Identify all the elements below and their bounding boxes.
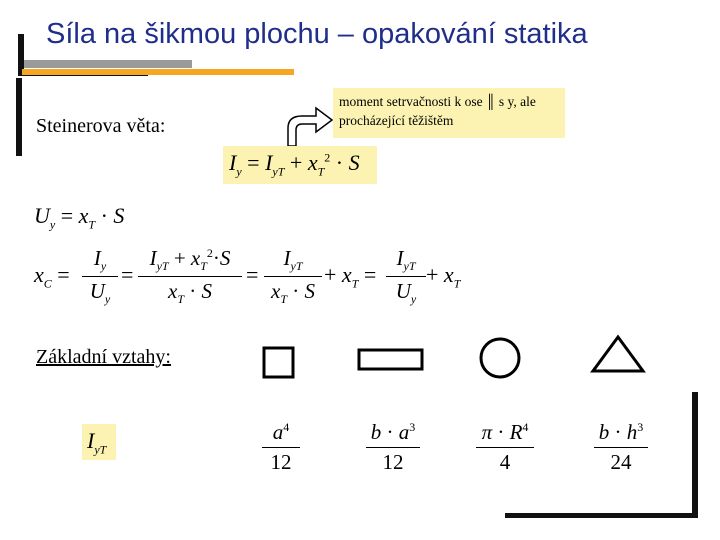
frame-bar-black-right <box>692 392 698 518</box>
frame-bar-black-left <box>16 78 22 156</box>
equals-sign: = <box>121 262 134 287</box>
frame-bar-orange <box>22 69 294 75</box>
frac-iyt-over-moment: $I_{yT}$ $x_T \cdot S$ <box>264 246 322 307</box>
rectangle-moment: $b \cdot a^3$ 12 <box>366 420 420 475</box>
basic-relations-label: Základní vztahy: <box>36 346 171 368</box>
plus-xt-end: + $x_T$ <box>426 262 461 291</box>
frac-iyt-over-uy: $I_{yT}$ $U_y$ <box>386 246 426 307</box>
circle-icon <box>478 336 522 380</box>
frame-bar-gray-top <box>20 60 192 68</box>
triangle-icon <box>590 334 646 374</box>
slide-title: Síla na šikmou plochu – opakování statika <box>46 18 588 50</box>
curved-arrow-icon <box>280 98 336 148</box>
triangle-moment: $b \cdot h^3$ 24 <box>594 420 648 475</box>
callout-note: moment setrvačnosti k ose ║ s y, ale procházející těžištěm <box>333 88 565 138</box>
rectangle-icon <box>357 348 425 372</box>
centroid-xc: $x_C$ = <box>34 262 70 291</box>
plus-xt: + $x_T$ = <box>324 262 377 291</box>
steiner-label: Steinerova věta: <box>36 115 166 137</box>
frame-bar-black-top <box>18 34 24 74</box>
steiner-formula: $I_y = I_{yT} + x_T^2 \cdot S$ <box>223 146 377 184</box>
frame-bar-black-bottom <box>505 513 698 518</box>
equals-sign: = <box>246 262 259 287</box>
static-moment-formula: $U_y = x_T \cdot S$ <box>34 203 125 232</box>
iyt-label: $I_{yT}$ <box>82 424 116 460</box>
circle-moment: $\pi \cdot R^4$ 4 <box>476 420 534 475</box>
square-icon <box>262 346 296 380</box>
frac-iy-uy: $I_y$ $U_y$ <box>82 246 118 307</box>
frac-steiner-over-moment: $I_{yT} + x_T^2\cdot S$ $x_T \cdot S$ <box>138 246 242 307</box>
square-moment: $a^4$ 12 <box>262 420 300 475</box>
